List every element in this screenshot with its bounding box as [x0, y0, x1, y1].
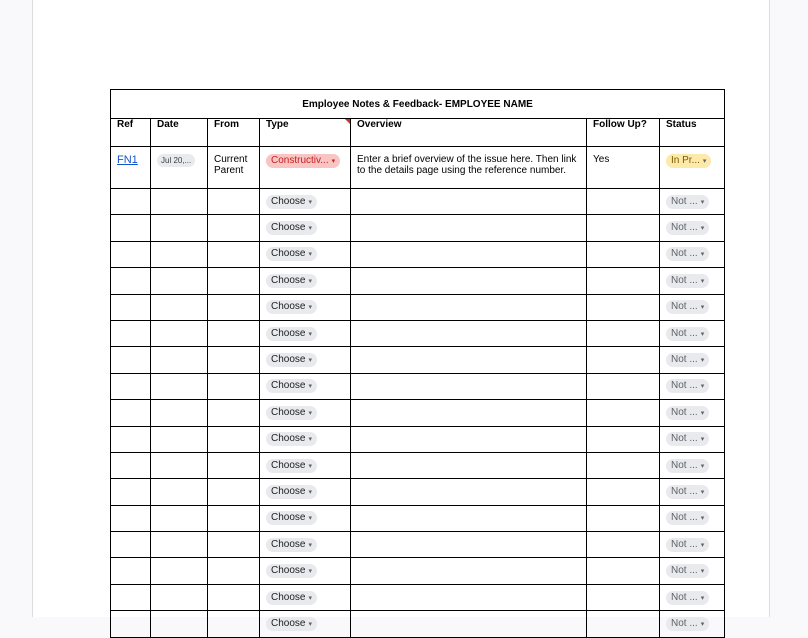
type-dropdown-value: Choose — [271, 433, 306, 445]
date-cell[interactable] — [151, 320, 208, 346]
from-cell[interactable] — [208, 268, 260, 294]
dropdown-caret-icon: ▾ — [700, 357, 705, 365]
ref-cell[interactable] — [111, 584, 151, 610]
header-row — [111, 119, 725, 147]
table-row — [111, 189, 725, 215]
status-cell — [660, 294, 725, 320]
type-cell — [260, 241, 351, 267]
follow-up-cell[interactable] — [587, 241, 660, 267]
dropdown-caret-icon: ▾ — [308, 383, 312, 391]
overview-cell[interactable] — [351, 400, 587, 426]
dropdown-caret-icon: ▾ — [700, 620, 705, 628]
follow-up-cell[interactable] — [587, 505, 660, 531]
dropdown-caret-icon: ▾ — [308, 304, 312, 312]
ref-cell[interactable] — [111, 505, 151, 531]
type-dropdown-value: Constructiv... — [271, 155, 329, 166]
dropdown-caret-icon: ▾ — [331, 158, 336, 165]
type-dropdown[interactable] — [266, 511, 317, 525]
dropdown-caret-icon: ▾ — [700, 488, 705, 496]
from-cell[interactable] — [208, 241, 260, 267]
dropdown-caret-icon: ▾ — [700, 277, 705, 285]
dropdown-caret-icon: ▾ — [700, 462, 705, 470]
date-cell[interactable] — [151, 347, 208, 373]
status-dropdown[interactable] — [666, 327, 709, 341]
type-dropdown[interactable] — [266, 538, 317, 552]
status-dropdown-value: Not ... — [671, 301, 698, 313]
table-row — [111, 241, 725, 267]
dropdown-caret-icon: ▾ — [700, 568, 705, 576]
type-cell — [260, 320, 351, 346]
header-follow-up: Follow Up? — [587, 119, 660, 147]
type-cell — [260, 426, 351, 452]
header-type-label: Type — [266, 119, 289, 130]
date-cell[interactable] — [151, 611, 208, 637]
type-dropdown[interactable] — [266, 591, 317, 605]
ref-cell[interactable] — [111, 400, 151, 426]
date-cell[interactable] — [151, 558, 208, 584]
dropdown-caret-icon: ▾ — [700, 409, 705, 417]
date-cell[interactable] — [151, 241, 208, 267]
type-dropdown-value: Choose — [271, 301, 306, 313]
ref-cell — [111, 147, 151, 189]
date-cell[interactable] — [151, 373, 208, 399]
type-cell — [260, 452, 351, 478]
dropdown-caret-icon: ▾ — [308, 462, 312, 470]
table-title: Employee Notes & Feedback- EMPLOYEE NAME — [111, 90, 725, 119]
status-dropdown-value: Not ... — [671, 433, 698, 445]
overview-cell[interactable] — [351, 558, 587, 584]
date-cell[interactable] — [151, 189, 208, 215]
table-row — [111, 294, 725, 320]
from-cell[interactable] — [208, 294, 260, 320]
ref-cell[interactable] — [111, 320, 151, 346]
table-row — [111, 479, 725, 505]
date-cell[interactable] — [151, 452, 208, 478]
dropdown-caret-icon: ▾ — [700, 304, 705, 312]
status-cell — [660, 400, 725, 426]
status-cell — [660, 373, 725, 399]
status-dropdown-value: Not ... — [671, 222, 698, 234]
type-dropdown[interactable] — [266, 617, 317, 631]
type-cell — [260, 268, 351, 294]
dropdown-caret-icon: ▾ — [702, 158, 707, 165]
type-dropdown[interactable] — [266, 327, 317, 341]
dropdown-caret-icon: ▾ — [308, 251, 312, 259]
dropdown-caret-icon: ▾ — [308, 277, 312, 285]
overview-cell[interactable] — [351, 584, 587, 610]
from-cell[interactable] — [208, 558, 260, 584]
type-cell — [260, 558, 351, 584]
status-dropdown-value: Not ... — [671, 459, 698, 471]
type-dropdown[interactable] — [266, 300, 317, 314]
dropdown-caret-icon: ▾ — [308, 488, 312, 496]
status-dropdown-value: Not ... — [671, 617, 698, 629]
follow-up-cell[interactable] — [587, 294, 660, 320]
from-cell: Current Parent — [208, 147, 260, 189]
overview-cell[interactable] — [351, 532, 587, 558]
status-cell — [660, 347, 725, 373]
date-cell[interactable] — [151, 479, 208, 505]
type-dropdown-value: Choose — [271, 380, 306, 392]
ref-cell[interactable] — [111, 558, 151, 584]
header-date: Date — [151, 119, 208, 147]
date-chip[interactable]: Jul 20,... — [157, 154, 195, 167]
from-cell[interactable] — [208, 426, 260, 452]
type-dropdown-value: Choose — [271, 406, 306, 418]
status-cell — [660, 320, 725, 346]
status-dropdown-value: Not ... — [671, 380, 698, 392]
from-cell[interactable] — [208, 611, 260, 637]
type-dropdown-value: Choose — [271, 565, 306, 577]
table-row — [111, 215, 725, 241]
type-cell — [260, 400, 351, 426]
from-cell[interactable] — [208, 479, 260, 505]
type-cell — [260, 215, 351, 241]
status-dropdown-value: Not ... — [671, 248, 698, 260]
status-cell — [660, 215, 725, 241]
dropdown-caret-icon: ▾ — [308, 225, 312, 233]
dropdown-caret-icon: ▾ — [700, 198, 705, 206]
table-row — [111, 147, 725, 189]
type-dropdown-value: Choose — [271, 591, 306, 603]
follow-up-cell[interactable] — [587, 611, 660, 637]
table-row — [111, 611, 725, 637]
status-dropdown[interactable] — [666, 432, 709, 446]
status-dropdown-value: In Pr... — [671, 155, 700, 166]
table-row — [111, 400, 725, 426]
date-cell[interactable] — [151, 400, 208, 426]
overview-cell[interactable] — [351, 189, 587, 215]
header-type — [260, 119, 351, 147]
ref-cell[interactable] — [111, 347, 151, 373]
ref-cell[interactable] — [111, 294, 151, 320]
overview-cell[interactable] — [351, 505, 587, 531]
table-row — [111, 373, 725, 399]
overview-cell[interactable] — [351, 452, 587, 478]
status-cell — [660, 584, 725, 610]
status-dropdown[interactable] — [666, 221, 709, 235]
type-dropdown-value: Choose — [271, 248, 306, 260]
status-dropdown[interactable] — [666, 154, 711, 168]
dropdown-caret-icon: ▾ — [700, 251, 705, 259]
type-dropdown[interactable] — [266, 485, 317, 499]
status-dropdown-value: Not ... — [671, 485, 698, 497]
from-cell[interactable] — [208, 505, 260, 531]
ref-cell[interactable] — [111, 189, 151, 215]
table-row — [111, 268, 725, 294]
overview-cell[interactable] — [351, 426, 587, 452]
dropdown-caret-icon: ▾ — [700, 515, 705, 523]
status-cell — [660, 268, 725, 294]
notes-table — [110, 89, 725, 638]
status-dropdown[interactable] — [666, 511, 709, 525]
type-dropdown[interactable] — [266, 247, 317, 261]
type-dropdown-value: Choose — [271, 274, 306, 286]
follow-up-cell[interactable] — [587, 584, 660, 610]
overview-cell[interactable] — [351, 268, 587, 294]
type-dropdown[interactable] — [266, 221, 317, 235]
status-dropdown[interactable] — [666, 617, 709, 631]
from-cell[interactable] — [208, 320, 260, 346]
follow-up-cell[interactable] — [587, 400, 660, 426]
date-cell[interactable] — [151, 268, 208, 294]
date-cell — [151, 147, 208, 189]
type-dropdown[interactable] — [266, 432, 317, 446]
document-page — [32, 0, 770, 629]
type-dropdown-value: Choose — [271, 459, 306, 471]
status-cell — [660, 558, 725, 584]
status-dropdown[interactable] — [666, 353, 709, 367]
table-row — [111, 532, 725, 558]
dropdown-caret-icon: ▾ — [308, 330, 312, 338]
overview-cell[interactable] — [351, 320, 587, 346]
status-cell — [660, 147, 725, 189]
overview-cell: Enter a brief overview of the issue here. Then link to the details page using the reference number. — [351, 147, 587, 189]
status-cell — [660, 505, 725, 531]
from-cell[interactable] — [208, 215, 260, 241]
from-cell[interactable] — [208, 400, 260, 426]
status-dropdown[interactable] — [666, 538, 709, 552]
ref-cell[interactable] — [111, 611, 151, 637]
follow-up-cell[interactable] — [587, 558, 660, 584]
date-cell[interactable] — [151, 294, 208, 320]
type-dropdown[interactable] — [266, 353, 317, 367]
type-cell — [260, 479, 351, 505]
table-row — [111, 505, 725, 531]
follow-up-cell[interactable] — [587, 426, 660, 452]
ref-cell[interactable] — [111, 215, 151, 241]
status-cell — [660, 426, 725, 452]
date-cell[interactable] — [151, 505, 208, 531]
status-dropdown-value: Not ... — [671, 538, 698, 550]
from-cell[interactable] — [208, 532, 260, 558]
table-row — [111, 452, 725, 478]
type-dropdown-value: Choose — [271, 512, 306, 524]
status-dropdown[interactable] — [666, 274, 709, 288]
type-dropdown-value: Choose — [271, 222, 306, 234]
type-dropdown-value: Choose — [271, 617, 306, 629]
status-dropdown-value: Not ... — [671, 354, 698, 366]
dropdown-caret-icon: ▾ — [308, 594, 312, 602]
overview-cell[interactable] — [351, 215, 587, 241]
type-cell — [260, 584, 351, 610]
type-cell — [260, 532, 351, 558]
overview-cell[interactable] — [351, 373, 587, 399]
header-status: Status — [660, 119, 725, 147]
dropdown-caret-icon: ▾ — [700, 541, 705, 549]
status-dropdown[interactable] — [666, 247, 709, 261]
status-dropdown[interactable] — [666, 459, 709, 473]
type-cell — [260, 347, 351, 373]
dropdown-caret-icon: ▾ — [700, 330, 705, 338]
date-cell[interactable] — [151, 532, 208, 558]
date-cell[interactable] — [151, 584, 208, 610]
ref-cell[interactable] — [111, 479, 151, 505]
status-dropdown-value: Not ... — [671, 195, 698, 207]
follow-up-cell[interactable] — [587, 215, 660, 241]
type-cell — [260, 147, 351, 189]
follow-up-cell[interactable] — [587, 320, 660, 346]
status-dropdown[interactable] — [666, 564, 709, 578]
status-cell — [660, 611, 725, 637]
type-dropdown[interactable] — [266, 564, 317, 578]
status-dropdown-value: Not ... — [671, 565, 698, 577]
from-cell[interactable] — [208, 584, 260, 610]
from-cell[interactable] — [208, 189, 260, 215]
type-cell — [260, 505, 351, 531]
type-cell — [260, 611, 351, 637]
type-dropdown-value: Choose — [271, 354, 306, 366]
overview-cell[interactable] — [351, 241, 587, 267]
date-cell[interactable] — [151, 215, 208, 241]
type-cell — [260, 294, 351, 320]
type-dropdown[interactable] — [266, 459, 317, 473]
dropdown-caret-icon: ▾ — [308, 409, 312, 417]
status-dropdown-value: Not ... — [671, 591, 698, 603]
dropdown-caret-icon: ▾ — [700, 225, 705, 233]
type-cell — [260, 373, 351, 399]
ref-cell[interactable] — [111, 373, 151, 399]
ref-cell[interactable] — [111, 452, 151, 478]
dropdown-caret-icon: ▾ — [308, 515, 312, 523]
ref-link[interactable]: FN1 — [117, 154, 138, 166]
status-dropdown[interactable] — [666, 195, 709, 209]
overview-cell[interactable] — [351, 347, 587, 373]
follow-up-cell[interactable] — [587, 532, 660, 558]
dropdown-caret-icon: ▾ — [700, 594, 705, 602]
status-dropdown[interactable] — [666, 485, 709, 499]
dropdown-caret-icon: ▾ — [308, 198, 312, 206]
dropdown-caret-icon: ▾ — [308, 436, 312, 444]
ref-cell[interactable] — [111, 426, 151, 452]
date-cell[interactable] — [151, 426, 208, 452]
dropdown-caret-icon: ▾ — [308, 357, 312, 365]
status-cell — [660, 532, 725, 558]
table-row — [111, 426, 725, 452]
table-row — [111, 320, 725, 346]
from-cell[interactable] — [208, 373, 260, 399]
dropdown-caret-icon: ▾ — [700, 383, 705, 391]
status-dropdown[interactable] — [666, 406, 709, 420]
follow-up-cell[interactable] — [587, 479, 660, 505]
status-dropdown-value: Not ... — [671, 406, 698, 418]
status-dropdown-value: Not ... — [671, 274, 698, 286]
from-cell[interactable] — [208, 452, 260, 478]
status-cell — [660, 189, 725, 215]
type-dropdown[interactable] — [266, 154, 340, 168]
status-dropdown[interactable] — [666, 591, 709, 605]
from-cell[interactable] — [208, 347, 260, 373]
overview-cell[interactable] — [351, 611, 587, 637]
follow-up-cell[interactable] — [587, 189, 660, 215]
status-dropdown-value: Not ... — [671, 512, 698, 524]
status-cell — [660, 452, 725, 478]
dropdown-caret-icon: ▾ — [308, 541, 312, 549]
status-dropdown-value: Not ... — [671, 327, 698, 339]
follow-up-cell: Yes — [587, 147, 660, 189]
header-overview: Overview — [351, 119, 587, 147]
type-dropdown[interactable] — [266, 406, 317, 420]
overview-cell[interactable] — [351, 479, 587, 505]
table-row — [111, 584, 725, 610]
table-row — [111, 347, 725, 373]
type-dropdown[interactable] — [266, 195, 317, 209]
dropdown-caret-icon: ▾ — [700, 436, 705, 444]
status-dropdown[interactable] — [666, 379, 709, 393]
type-dropdown[interactable] — [266, 379, 317, 393]
header-from: From — [208, 119, 260, 147]
type-dropdown-value: Choose — [271, 538, 306, 550]
status-cell — [660, 241, 725, 267]
type-dropdown-value: Choose — [271, 327, 306, 339]
follow-up-cell[interactable] — [587, 452, 660, 478]
type-dropdown-value: Choose — [271, 485, 306, 497]
dropdown-caret-icon: ▾ — [308, 568, 312, 576]
follow-up-cell[interactable] — [587, 268, 660, 294]
overview-cell[interactable] — [351, 294, 587, 320]
ref-cell[interactable] — [111, 532, 151, 558]
follow-up-cell[interactable] — [587, 347, 660, 373]
type-cell — [260, 189, 351, 215]
status-dropdown[interactable] — [666, 300, 709, 314]
status-cell — [660, 479, 725, 505]
table-row — [111, 558, 725, 584]
follow-up-cell[interactable] — [587, 373, 660, 399]
ref-cell[interactable] — [111, 268, 151, 294]
ref-cell[interactable] — [111, 241, 151, 267]
type-dropdown[interactable] — [266, 274, 317, 288]
dropdown-caret-icon: ▾ — [308, 620, 312, 628]
header-ref: Ref — [111, 119, 151, 147]
type-dropdown-value: Choose — [271, 195, 306, 207]
